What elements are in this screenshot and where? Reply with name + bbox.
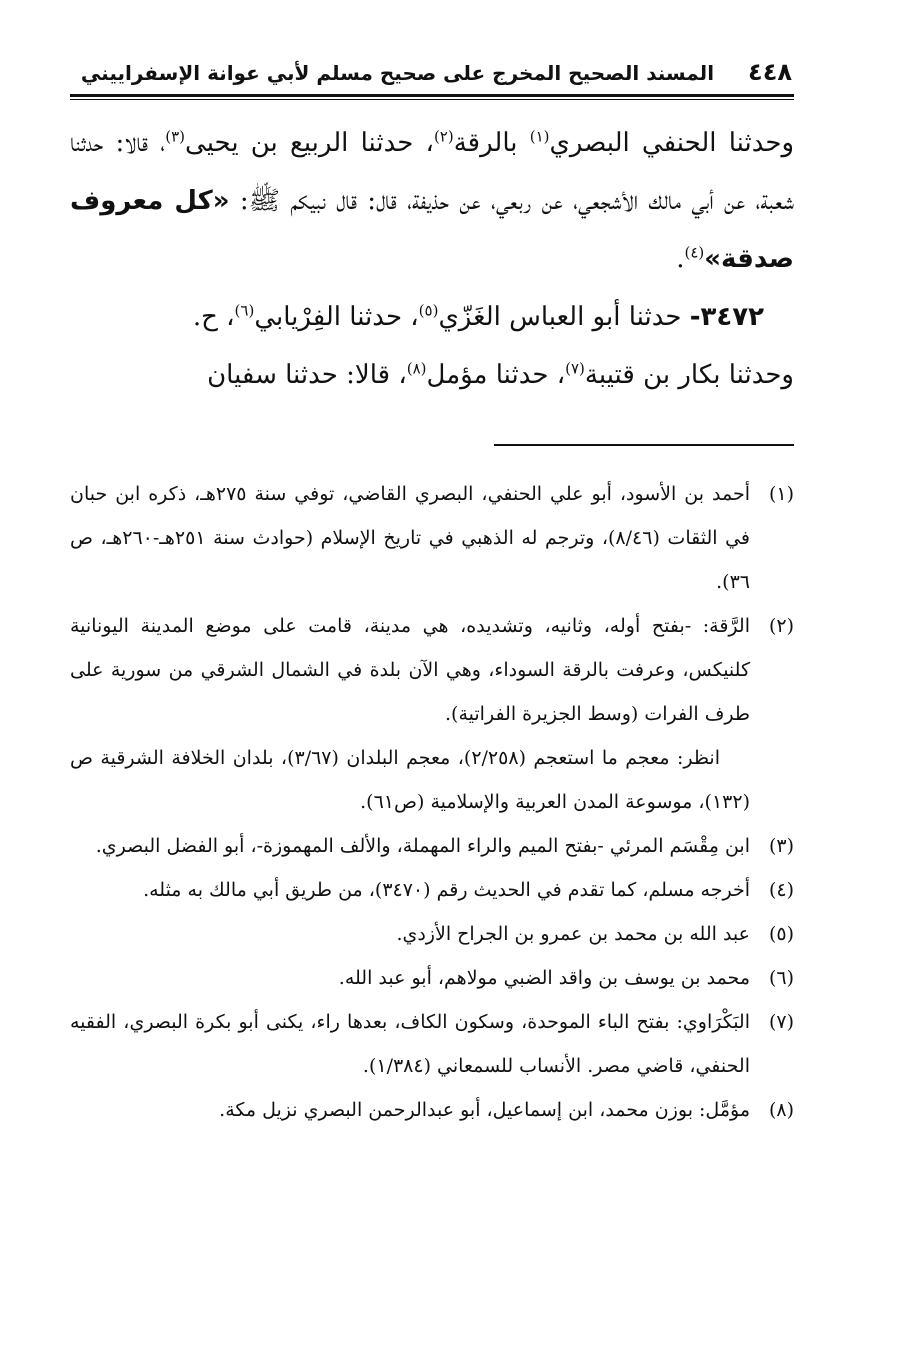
text: ، حدثنا مؤمل: [426, 360, 566, 390]
footnote-ref[interactable]: (٤): [684, 243, 705, 262]
footnote-ref[interactable]: (٢): [433, 127, 454, 146]
footnote-text: ابن مِقْسَم المرئي -بفتح الميم والراء المهملة، والألف المهموزة-، أبو الفضل البصري.: [95, 835, 750, 857]
footnote-ref[interactable]: (٦): [234, 301, 255, 320]
hadith-number: ٣٤٧٢-: [689, 302, 764, 332]
footnote-6: [70, 956, 794, 1000]
footnote-3: [70, 824, 794, 868]
hadith-quote: «كل معروف صدقة»: [70, 186, 794, 274]
footnote-number: (٨): [768, 1099, 794, 1121]
footnote-4: [70, 868, 794, 912]
footnote-8: [70, 1088, 794, 1132]
footnote-text: محمد بن يوسف بن واقد الضبي مولاهم، أبو عبد الله.: [338, 967, 750, 989]
paragraph-3: [70, 346, 794, 404]
footnote-number: (٧): [768, 1011, 794, 1033]
header-rule: [70, 94, 794, 100]
footnote-text: الرَّقة: -بفتح أوله، وثانيه، وتشديده، هي مدينة، قامت على موضع المدينة اليونانية كلنيكس، وعرفت بالرقة السوداء، وهي الآن بلدة في الشمال الشرقي من سورية على طرف الفرات (وسط الجزيرة الفراتية).: [70, 615, 750, 725]
text: وحدثنا بكار بن قتيبة: [584, 360, 794, 390]
text: ، حدثنا الربيع بن يحيى: [185, 128, 434, 158]
footnote-5: [70, 912, 794, 956]
page-header: [70, 58, 794, 94]
footnote-number: (٢): [768, 615, 794, 637]
footnote-number: (٣): [768, 835, 794, 857]
text: حدثنا أبو العباس الغَزّي: [438, 302, 690, 332]
text: ، ح.: [192, 302, 235, 332]
running-title: المسند الصحيح المخرج على صحيح مسلم لأبي عوانة الإسفراييني: [80, 61, 715, 85]
footnote-text: عبد الله بن محمد بن عمرو بن الجراح الأزدي.: [396, 923, 750, 945]
footnote-text: مؤمَّل: بوزن محمد، ابن إسماعيل، أبو عبدالرحمن البصري نزيل مكة.: [219, 1099, 750, 1121]
footnote-ref[interactable]: (٨): [406, 359, 427, 378]
footnote-ref[interactable]: (٥): [418, 301, 439, 320]
footnote-text: أحمد بن الأسود، أبو علي الحنفي، البصري القاضي، توفي سنة ٢٧٥هـ، ذكره ابن حبان في الثقات (٨/٤٦)، وترجم له الذهبي في تاريخ الإسلام (حوادث سنة ٢٥١هـ-٢٦٠هـ، ص ٣٦).: [70, 483, 751, 593]
book-page: [70, 58, 794, 1132]
footnote-separator-wrap: [70, 444, 794, 446]
footnote-ref[interactable]: (٧): [565, 359, 585, 378]
footnotes: [70, 472, 794, 1132]
footnote-number: (٤): [768, 879, 794, 901]
text: ، قالا: حدثنا سفيان: [207, 360, 407, 390]
page-number: ٤٤٨: [748, 58, 792, 86]
text: ، حدثنا الفِرْيابي: [254, 302, 419, 332]
footnote-2: [70, 604, 794, 736]
footnote-ref[interactable]: (٣): [165, 127, 186, 146]
text: ، قالا: حدثنا شعبة، عن أبي مالك الأشجعي، عن ربعي، عن حذيفة، قال: قال نبيكم ﷺ:: [70, 128, 794, 216]
footnote-number: (٦): [768, 967, 794, 989]
paragraph-2: [70, 288, 794, 346]
footnote-ref[interactable]: (١): [529, 127, 550, 146]
footnote-number: (١): [768, 483, 794, 505]
footnote-7: [70, 1000, 794, 1088]
footnote-separator: [494, 444, 794, 446]
footnote-number: (٥): [768, 923, 794, 945]
main-text: [70, 114, 794, 404]
footnote-1: [70, 472, 794, 604]
text: .: [676, 244, 685, 274]
footnote-text: أخرجه مسلم، كما تقدم في الحديث رقم (٣٤٧٠)، من طريق أبي مالك به مثله.: [143, 879, 750, 901]
paragraph-1: [70, 114, 794, 288]
footnote-2-continuation: انظر: معجم ما استعجم (٢/٢٥٨)، معجم البلدان (٣/٦٧)، بلدان الخلافة الشرقية ص (١٣٢)، موسوعة المدن العربية والإسلامية (ص٦١).: [70, 747, 750, 813]
text: بالرقة: [453, 128, 530, 158]
footnote-text: البَكْرَاوي: بفتح الباء الموحدة، وسكون الكاف، بعدها راء، يكنى أبو بكرة البصري، الفقيه الحنفي، قاضي مصر. الأنساب للسمعاني (١/٣٨٤).: [70, 1011, 750, 1077]
text: وحدثنا الحنفي البصري: [549, 128, 795, 158]
